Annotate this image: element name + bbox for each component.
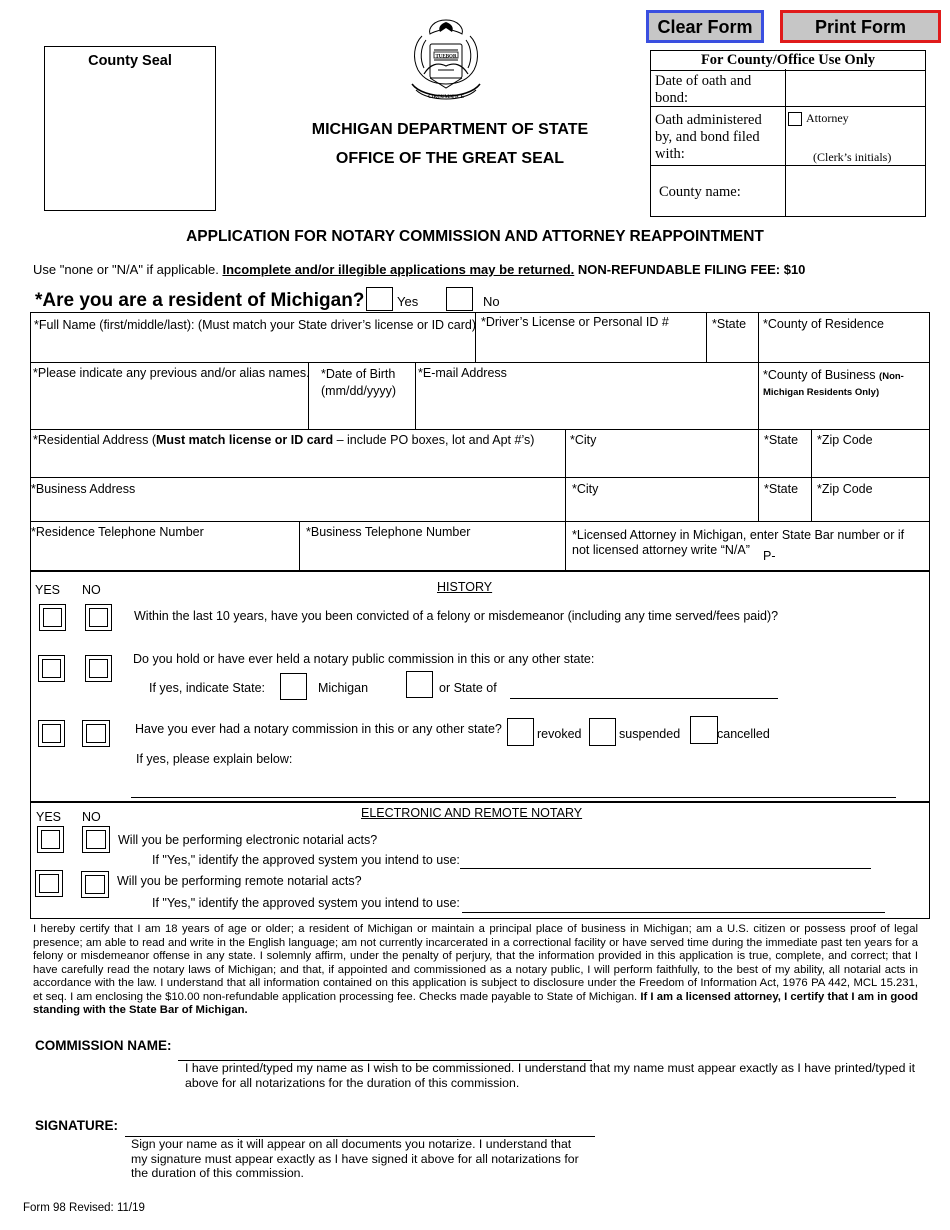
- dob-label-line2: (mm/dd/yyyy): [321, 384, 396, 398]
- license-state-input[interactable]: [709, 336, 759, 360]
- clerk-initials-label: (Clerk’s initials): [813, 150, 892, 164]
- q2-michigan-checkbox[interactable]: [280, 673, 307, 700]
- bar-number-label: *Licensed Attorney in Michigan, enter State Bar number or if not licensed attorney write “N/A”: [572, 528, 905, 557]
- filing-fee: NON-REFUNDABLE FILING FEE: $10: [577, 262, 806, 277]
- county-business-label: [763, 368, 928, 400]
- explain-input[interactable]: [131, 777, 896, 798]
- q2-yes-checkbox[interactable]: [38, 655, 65, 682]
- dob-label-line1: *Date of Birth: [321, 367, 396, 381]
- q2-or-state-label: or State of: [439, 681, 497, 695]
- q1-yes-checkbox[interactable]: [39, 604, 66, 631]
- county-name-label: County name:: [659, 184, 741, 200]
- business-phone-label: *Business Telephone Number: [306, 525, 471, 539]
- q2-no-checkbox[interactable]: [85, 655, 112, 682]
- resident-yes-label: Yes: [397, 294, 419, 309]
- attorney-label: Attorney: [806, 111, 849, 125]
- form-revision: Form 98 Revised: 11/19: [23, 1202, 145, 1214]
- commission-note: I have printed/typed my name as I wish to be commissioned. I understand that my name must appear exactly as I have printed/typed it above for all notarizations for the duration of this commission.: [185, 1061, 915, 1090]
- resident-question: *Are you are a resident of Michigan?: [35, 290, 365, 311]
- dob-label: [321, 367, 396, 399]
- email-label: *E-mail Address: [418, 366, 507, 380]
- signature-label: SIGNATURE:: [35, 1118, 118, 1133]
- residence-phone-input[interactable]: [33, 543, 299, 569]
- business-state-label: *State: [764, 482, 799, 496]
- office-name: OFFICE OF THE GREAT SEAL: [335, 150, 565, 167]
- electronic-system-input[interactable]: [460, 852, 871, 869]
- certification-body: I hereby certify that I am 18 years of age or older; a resident of Michigan or maintain a principal place of business in Michigan; am a U.S. citizen or possess proof of legal presence; am able to read and write in the English language; am not currently incarcerated in a correctional facility or have served time during the immediate past ten years for a felony or misdemeanor offense in any state. I solemnly affirm, under the penalty of perjury, that the information provided in this application is true, complete, and correct; that I have carefully read the notary laws of Michigan; and that, if appointed and commissioned as a notary public, I will perform faithfully, to the best of my ability, all notarial acts in accordance with the law. I understand that all information contained on this application is subject to disclosure under the Freedom of Information Act, 1976 PA 442, MCL 15.231, et seq. I am enclosing the $10.00 non-refundable application processing fee. Checks made payable to State of Michigan.: [33, 923, 918, 1003]
- electronic-yes-header: YES: [36, 810, 62, 824]
- full-name-label: *Full Name (first/middle/last): (Must match your State driver’s license or ID card): [34, 318, 477, 332]
- revoked-label: revoked: [537, 727, 582, 741]
- alias-input[interactable]: [33, 384, 308, 426]
- instructions-prefix: Use "none or "N/A" if applicable.: [33, 262, 219, 277]
- license-label: *Driver’s License or Personal ID #: [481, 315, 669, 329]
- oath-administered-label: Oath administered by, and bond filed with:: [655, 112, 762, 162]
- certification-bold: If I am a licensed attorney, I certify that I am in good standing with the State Bar of Michigan.: [33, 990, 918, 1016]
- q2-text: Do you hold or have ever held a notary public commission in this or any other state:: [133, 652, 595, 666]
- attorney-checkbox[interactable]: [788, 112, 802, 126]
- signature-input[interactable]: [125, 1116, 595, 1137]
- oath-date-label: Date of oath and bond:: [655, 73, 752, 106]
- residential-state-label: *State: [764, 433, 799, 447]
- suspended-checkbox[interactable]: [589, 718, 616, 746]
- county-business-text: *County of Business: [763, 368, 876, 382]
- certification-text: [33, 923, 918, 1018]
- bar-prefix: P-: [763, 549, 776, 563]
- form-title: APPLICATION FOR NOTARY COMMISSION AND ATTORNEY REAPPOINTMENT: [186, 228, 764, 245]
- county-residence-input[interactable]: [761, 336, 930, 360]
- electronic-identify-label: If "Yes," identify the approved system you intend to use:: [152, 853, 460, 867]
- business-city-label: *City: [572, 482, 599, 496]
- residential-city-input[interactable]: [568, 451, 758, 475]
- clear-form-button[interactable]: Clear Form: [646, 10, 764, 43]
- resident-no-label: No: [483, 294, 500, 309]
- q2-michigan-label: Michigan: [318, 681, 369, 695]
- residential-city-label: *City: [570, 433, 597, 447]
- cancelled-checkbox[interactable]: [690, 716, 718, 744]
- office-use-title: For County/Office Use Only: [651, 51, 925, 71]
- oath-date-input[interactable]: [787, 70, 927, 106]
- seal-motto-top: TUEBOR: [435, 54, 457, 60]
- business-zip-input[interactable]: [814, 498, 930, 520]
- instructions-warning: Incomplete and/or illegible applications may be returned.: [222, 262, 575, 277]
- license-input[interactable]: [479, 336, 705, 360]
- license-state-label: *State: [712, 317, 747, 331]
- remote-system-input[interactable]: [462, 896, 885, 913]
- full-name-input[interactable]: [33, 336, 475, 360]
- residential-address-input[interactable]: [33, 451, 565, 475]
- residential-zip-label: *Zip Code: [817, 433, 873, 447]
- residential-zip-input[interactable]: [814, 451, 930, 475]
- q2-other-state-input[interactable]: [510, 680, 778, 699]
- county-residence-label: *County of Residence: [763, 317, 884, 331]
- business-phone-input[interactable]: [303, 543, 565, 569]
- seal-motto-bottom: CIRCUMSPICE: [428, 95, 464, 100]
- history-no-header: NO: [82, 583, 101, 597]
- suspended-label: suspended: [619, 727, 681, 741]
- electronic-no-checkbox[interactable]: [82, 826, 110, 853]
- business-address-label: *Business Address: [31, 482, 136, 496]
- revoked-checkbox[interactable]: [507, 718, 534, 746]
- business-zip-label: *Zip Code: [817, 482, 873, 496]
- residential-state-input[interactable]: [761, 451, 812, 475]
- email-input[interactable]: [418, 384, 758, 426]
- remote-yes-checkbox[interactable]: [35, 870, 63, 897]
- print-form-button[interactable]: Print Form: [780, 10, 941, 43]
- county-name-input[interactable]: [787, 167, 927, 217]
- electronic-title: ELECTRONIC AND REMOTE NOTARY: [361, 806, 583, 820]
- residential-address-suffix: – include PO boxes, lot and Apt #’s): [333, 433, 535, 447]
- q2-indicate-label: If yes, indicate State:: [149, 681, 266, 695]
- q2-other-state-checkbox[interactable]: [406, 671, 433, 698]
- michigan-seal-emblem: [404, 14, 488, 106]
- residence-phone-label: *Residence Telephone Number: [31, 525, 204, 539]
- q1-text: Within the last 10 years, have you been convicted of a felony or misdemeanor (including any time served/fees paid)?: [134, 609, 779, 623]
- resident-no-checkbox[interactable]: [446, 287, 473, 311]
- residential-address-bold: Must match license or ID card: [155, 433, 334, 447]
- commission-name-input[interactable]: [178, 1040, 592, 1061]
- remote-identify-label: If "Yes," identify the approved system you intend to use:: [152, 896, 460, 910]
- q3-text: Have you ever had a notary commission in this or any other state?: [135, 722, 502, 736]
- history-title: HISTORY: [437, 580, 493, 594]
- county-seal-label: County Seal: [88, 53, 172, 69]
- q1-no-checkbox[interactable]: [85, 604, 112, 631]
- alias-label: *Please indicate any previous and/or alias names.: [33, 366, 310, 380]
- bar-number-input[interactable]: [780, 546, 930, 570]
- history-yes-header: YES: [35, 583, 61, 597]
- remote-no-checkbox[interactable]: [81, 871, 109, 898]
- residential-address-label: [33, 433, 534, 448]
- county-seal-box: [44, 46, 216, 211]
- q3-yes-checkbox[interactable]: [38, 720, 65, 747]
- dob-input[interactable]: [311, 402, 415, 428]
- instructions: [33, 262, 805, 277]
- department-name: MICHIGAN DEPARTMENT OF STATE: [311, 121, 589, 138]
- electronic-yes-checkbox[interactable]: [37, 826, 64, 853]
- cancelled-label: cancelled: [717, 727, 770, 741]
- resident-yes-checkbox[interactable]: [366, 287, 393, 311]
- q3-no-checkbox[interactable]: [82, 720, 110, 747]
- business-city-input[interactable]: [568, 498, 758, 520]
- signature-note: Sign your name as it will appear on all documents you notarize. I understand that my signature must appear exactly as I have signed it above for all notarizations for the duration of this commission.: [131, 1137, 579, 1180]
- electronic-no-header: NO: [82, 810, 101, 824]
- explain-label: If yes, please explain below:: [136, 752, 293, 766]
- county-business-note: (Non-Michigan Residents Only): [763, 371, 904, 398]
- remote-q2: Will you be performing remote notarial acts?: [117, 874, 362, 888]
- business-address-input[interactable]: [33, 498, 565, 520]
- residential-address-prefix: *Residential Address (: [33, 433, 156, 447]
- commission-name-label: COMMISSION NAME:: [35, 1038, 172, 1053]
- electronic-q1: Will you be performing electronic notarial acts?: [118, 833, 378, 847]
- business-state-input[interactable]: [761, 498, 812, 520]
